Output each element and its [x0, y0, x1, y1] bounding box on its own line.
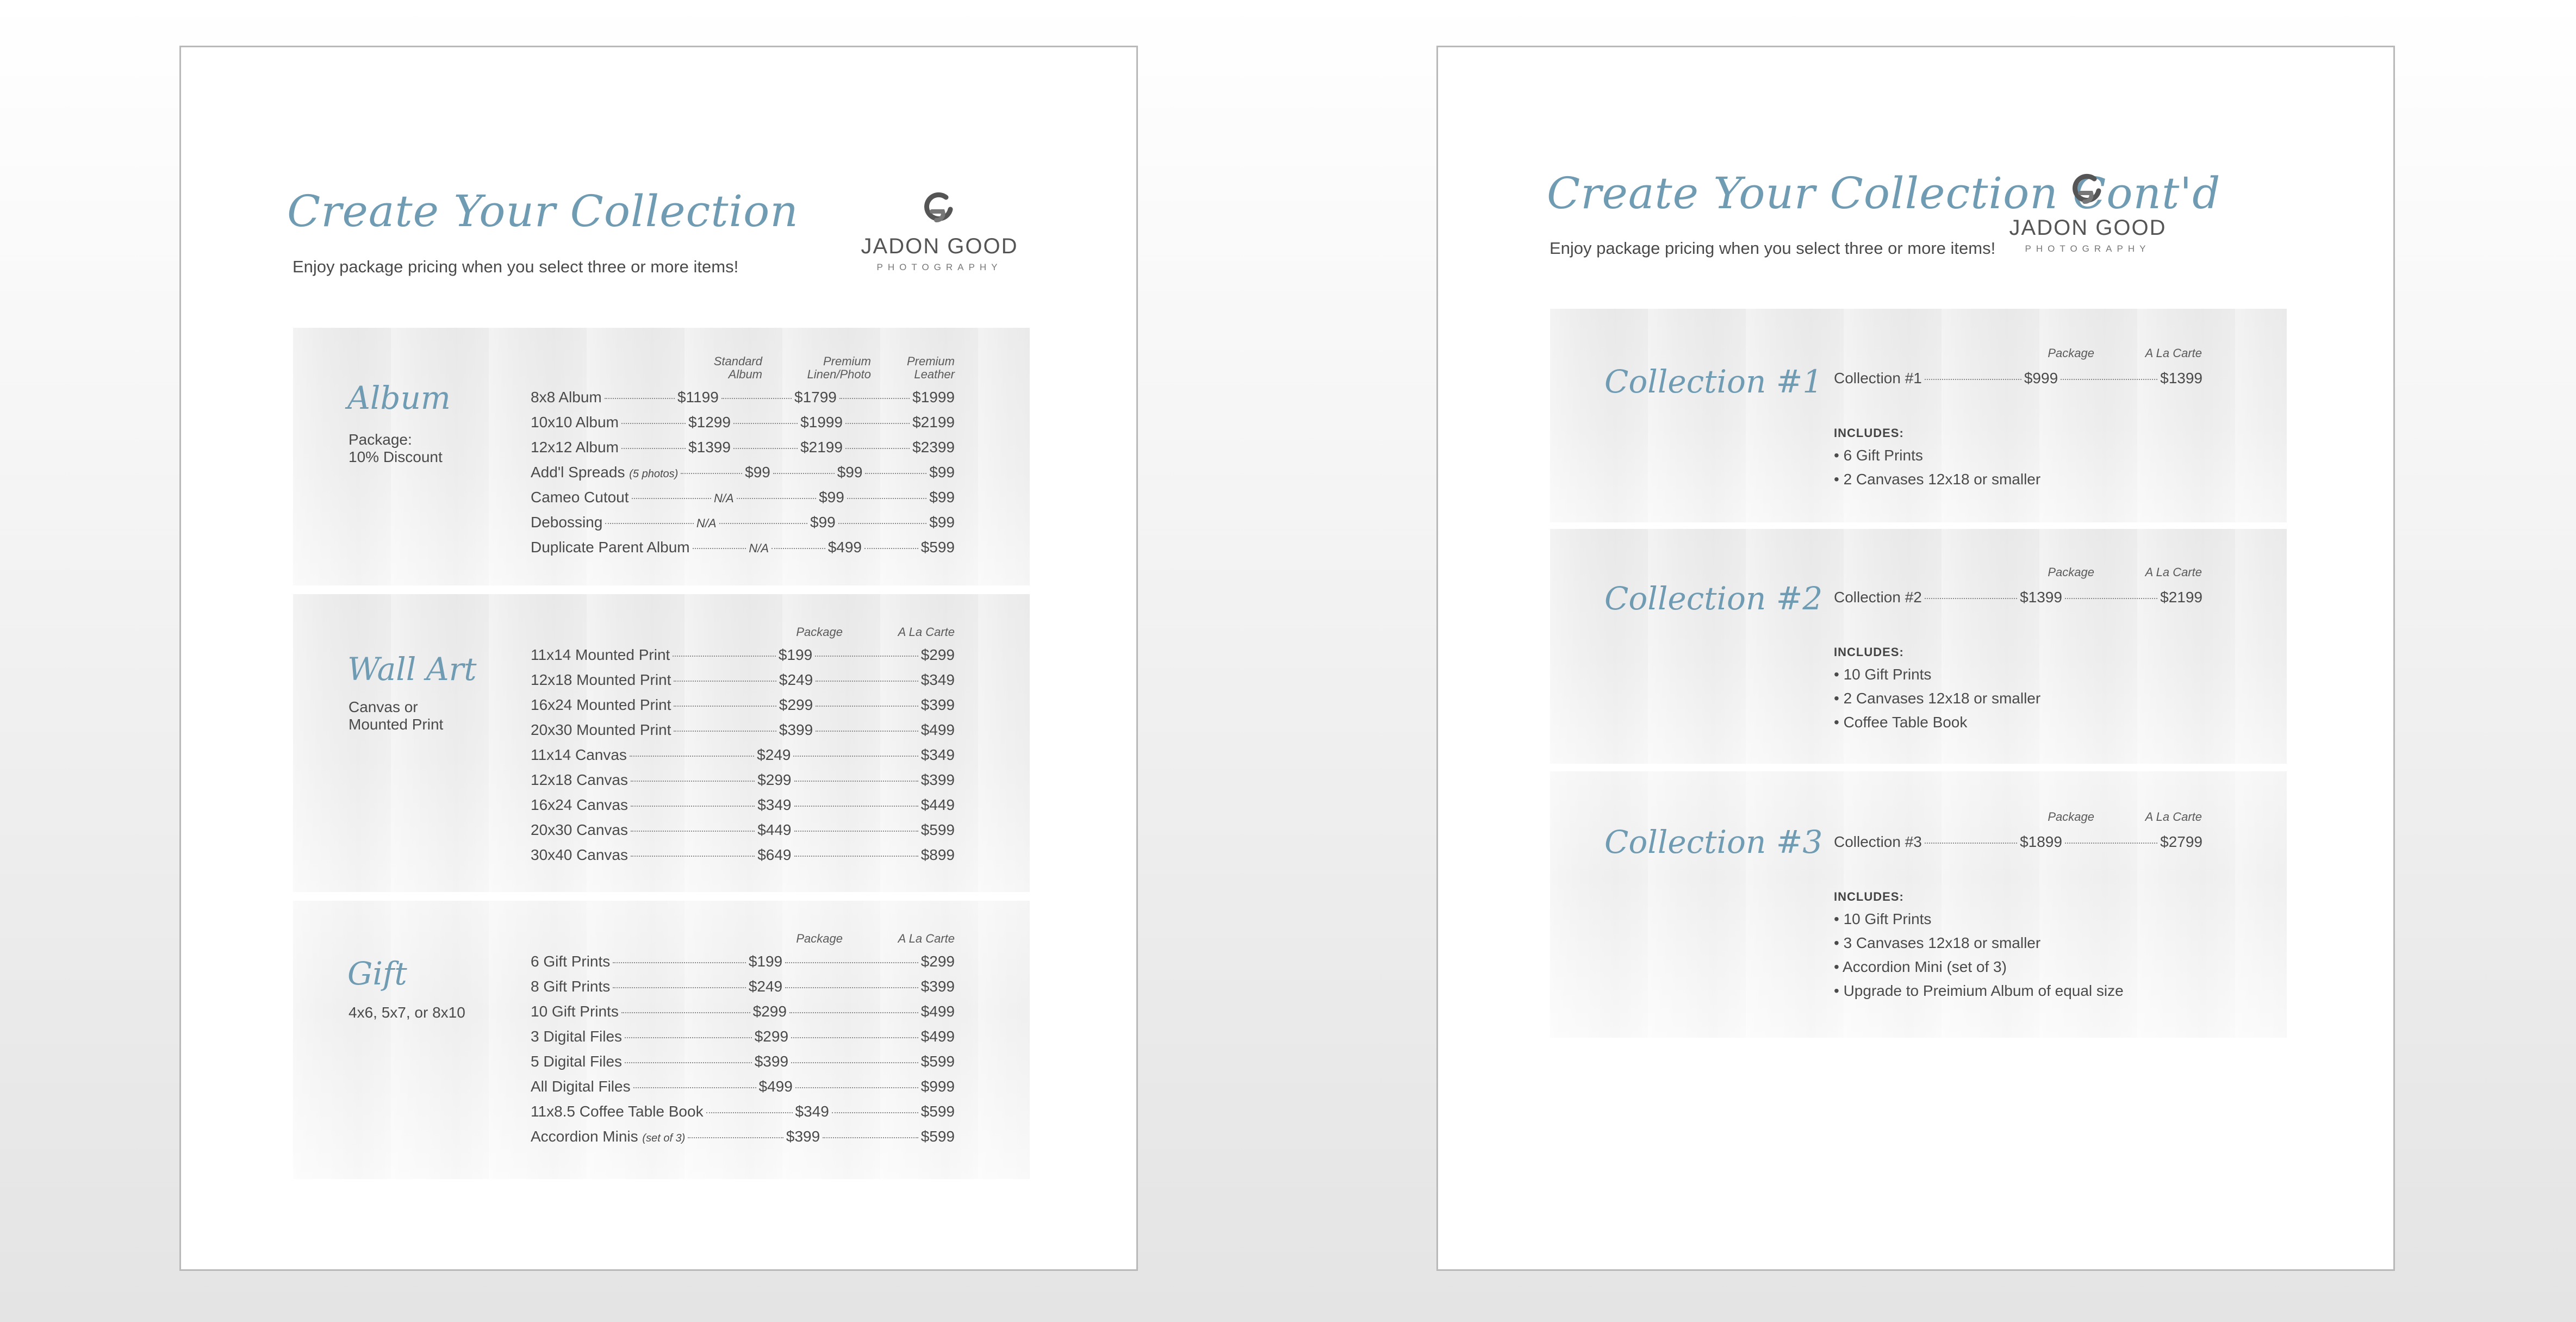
column-header-a-la-carte: A La Carte	[898, 932, 955, 945]
row-price: $499	[920, 1028, 955, 1045]
row-price: $199	[748, 953, 783, 970]
column-header-leather	[907, 355, 955, 381]
row-price: $399	[920, 978, 955, 995]
row-price: $299	[920, 953, 955, 970]
row-item: 20x30 Mounted Print	[531, 721, 671, 738]
includes-item: • Accordion Mini (set of 3)	[1834, 958, 2007, 975]
row-price: $399	[754, 1053, 789, 1070]
row-price: $349	[757, 796, 792, 813]
row-item: 10x10 Album	[531, 414, 619, 431]
column-header-package: Package	[2048, 810, 2094, 824]
pricing-page-left	[179, 46, 1138, 1271]
row-item: 8 Gift Prints	[531, 978, 611, 995]
logo-mark-icon	[919, 190, 960, 231]
row-price: $2199	[800, 439, 843, 456]
price-row	[531, 1103, 955, 1123]
price-row	[531, 696, 955, 716]
row-price: $349	[795, 1103, 829, 1120]
column-header-package: Package	[796, 625, 843, 639]
row-price: $999	[920, 1078, 955, 1095]
includes-item: • 10 Gift Prints	[1834, 911, 1932, 927]
price-row	[531, 721, 955, 741]
row-item: 16x24 Mounted Print	[531, 696, 671, 713]
row-price: $2799	[2160, 833, 2202, 850]
row-item: 6 Gift Prints	[531, 953, 611, 970]
row-price: $399	[779, 721, 813, 738]
price-row	[531, 439, 955, 458]
price-row	[531, 953, 955, 972]
price-row	[531, 846, 955, 866]
price-row	[531, 1078, 955, 1097]
includes-label: INCLUDES:	[1834, 890, 1904, 903]
row-price: $599	[920, 821, 955, 838]
row-price: $499	[827, 539, 862, 556]
column-header-a-la-carte: A La Carte	[898, 625, 955, 639]
column-header-line: Album	[728, 367, 762, 381]
price-row	[531, 389, 955, 408]
row-item: 30x40 Canvas	[531, 846, 629, 863]
row-price: $99	[745, 464, 770, 481]
row-price: $199	[778, 646, 813, 663]
column-header-line: Premium	[823, 354, 871, 368]
row-price: $449	[757, 821, 792, 838]
row-price: $1399	[2160, 370, 2203, 386]
row-item: Collection #1	[1834, 370, 1922, 386]
panel-heading: Collection #1	[1604, 363, 1823, 400]
row-price: $249	[779, 671, 813, 688]
brand-logo	[2006, 171, 2169, 264]
row-price: $449	[920, 796, 955, 813]
column-header-package: Package	[796, 932, 843, 945]
column-header-standard	[714, 355, 762, 381]
row-item: Collection #3	[1834, 833, 1922, 850]
row-price: $299	[779, 696, 813, 713]
wall-art-panel	[293, 594, 1030, 892]
row-price: $1999	[800, 414, 843, 431]
row-price: $499	[920, 721, 955, 738]
row-price: $249	[748, 978, 783, 995]
panel-subtitle	[349, 1004, 465, 1021]
row-price: $2199	[2160, 589, 2202, 606]
row-price: $899	[920, 846, 955, 863]
logo-name: JADON GOOD	[861, 234, 1018, 258]
row-item: Debossing	[531, 514, 603, 531]
panel-heading: Collection #2	[1604, 580, 1823, 617]
page-title: Create Your Collection Cont'd	[1547, 168, 2221, 219]
panel-subtitle-line: Package:	[349, 431, 412, 448]
price-row	[531, 1003, 955, 1022]
row-item: All Digital Files	[531, 1078, 631, 1095]
row-item: 16x24 Canvas	[531, 796, 629, 813]
row-item: 12x18 Mounted Print	[531, 671, 671, 688]
gift-panel	[293, 901, 1030, 1179]
row-price: $99	[837, 464, 863, 481]
row-item: 20x30 Canvas	[531, 821, 629, 838]
row-price: $249	[757, 746, 791, 763]
column-header-a-la-carte: A La Carte	[2145, 810, 2202, 824]
includes-label: INCLUDES:	[1834, 426, 1904, 440]
row-price: $299	[754, 1028, 789, 1045]
row-price: $99	[929, 464, 955, 481]
price-row	[531, 796, 955, 816]
column-header-package: Package	[2048, 346, 2094, 360]
row-item: Duplicate Parent Album	[531, 539, 690, 556]
row-price: $1299	[688, 414, 731, 431]
row-item-label: Accordion Minis	[531, 1128, 638, 1145]
page-subtitle: Enjoy package pricing when you select three or more items!	[1550, 239, 1996, 258]
row-price: $2399	[912, 439, 955, 456]
price-row	[531, 489, 955, 508]
includes-item: • Coffee Table Book	[1834, 714, 1968, 731]
brand-logo	[858, 190, 1021, 282]
row-item: 12x12 Album	[531, 439, 619, 456]
row-price: N/A	[713, 491, 734, 505]
row-price: N/A	[696, 516, 717, 530]
column-header-a-la-carte: A La Carte	[2145, 565, 2202, 579]
includes-label: INCLUDES:	[1834, 645, 1904, 659]
panel-subtitle-line: Canvas or	[349, 699, 418, 715]
row-price: $299	[757, 771, 792, 788]
price-row	[531, 1028, 955, 1047]
row-price: $99	[929, 489, 955, 506]
column-header-a-la-carte: A La Carte	[2145, 346, 2202, 360]
row-price: $599	[920, 1128, 955, 1145]
panel-subtitle	[349, 431, 443, 466]
column-header-line: Leather	[914, 367, 955, 381]
row-price: $299	[920, 646, 955, 663]
row-price: $499	[920, 1003, 955, 1020]
includes-item: • 6 Gift Prints	[1834, 447, 1923, 464]
price-row	[531, 671, 955, 691]
row-price: $1199	[677, 389, 719, 406]
includes-item: • 2 Canvases 12x18 or smaller	[1834, 471, 2041, 488]
row-price: $599	[920, 539, 955, 556]
panel-heading: Album	[347, 379, 451, 416]
row-price: $1399	[2020, 589, 2062, 606]
page-title: Create Your Collection	[287, 186, 799, 236]
row-item	[531, 1128, 685, 1145]
includes-item: • 10 Gift Prints	[1834, 666, 1932, 683]
collection-price-row	[1834, 589, 2202, 608]
row-item: 11x8.5 Coffee Table Book	[531, 1103, 704, 1120]
row-price: $349	[920, 671, 955, 688]
row-price: $1799	[794, 389, 837, 406]
logo-name: JADON GOOD	[2009, 216, 2167, 240]
panel-subtitle-line: Mounted Print	[349, 716, 444, 733]
row-price: $99	[929, 514, 955, 531]
price-row	[531, 539, 955, 558]
panel-subtitle	[349, 699, 443, 733]
row-item: 10 Gift Prints	[531, 1003, 619, 1020]
row-item	[531, 464, 678, 481]
row-price: $599	[920, 1053, 955, 1070]
collection-1-panel	[1550, 309, 2287, 522]
row-item: Cameo Cutout	[531, 489, 629, 506]
includes-item: • Upgrade to Preimium Album of equal size	[1834, 982, 2124, 999]
panel-heading: Wall Art	[347, 651, 477, 688]
row-price: $399	[920, 771, 955, 788]
collection-2-panel	[1550, 529, 2287, 764]
price-row	[531, 414, 955, 433]
row-item: 11x14 Canvas	[531, 746, 627, 763]
includes-item: • 2 Canvases 12x18 or smaller	[1834, 690, 2041, 707]
price-row	[531, 1128, 955, 1148]
row-price: $499	[758, 1078, 793, 1095]
row-price: $399	[786, 1128, 820, 1145]
row-price: $399	[920, 696, 955, 713]
column-header-linen	[807, 355, 871, 381]
column-header-line: Linen/Photo	[807, 367, 871, 381]
row-item: 5 Digital Files	[531, 1053, 623, 1070]
row-price: $2199	[912, 414, 955, 431]
panel-heading: Gift	[347, 955, 407, 992]
row-item-note: (set of 3)	[642, 1132, 686, 1144]
price-row	[531, 464, 955, 483]
row-price: $649	[757, 846, 792, 863]
row-price: $599	[920, 1103, 955, 1120]
row-price: N/A	[749, 541, 769, 555]
row-price: $1399	[688, 439, 731, 456]
page-subtitle: Enjoy package pricing when you select three or more items!	[293, 257, 739, 276]
row-price: $1899	[2020, 833, 2062, 850]
row-item: Collection #2	[1834, 589, 1922, 606]
panel-subtitle-line: 10% Discount	[349, 448, 443, 465]
row-price: $99	[810, 514, 836, 531]
pricing-page-right	[1436, 46, 2395, 1271]
price-row	[531, 821, 955, 841]
row-item-note: (5 photos)	[629, 468, 679, 480]
column-header-line: Premium	[906, 354, 955, 368]
logo-subtitle: PHOTOGRAPHY	[876, 262, 1003, 272]
row-price: $999	[2024, 370, 2058, 386]
row-price: $299	[752, 1003, 787, 1020]
price-row	[531, 746, 955, 766]
row-item: 11x14 Mounted Print	[531, 646, 670, 663]
column-header-package: Package	[2048, 565, 2094, 579]
row-price: $1999	[912, 389, 955, 406]
panel-subtitle-line: 4x6, 5x7, or 8x10	[349, 1004, 465, 1021]
collection-price-row	[1834, 833, 2202, 853]
collection-3-panel	[1550, 771, 2287, 1038]
logo-subtitle: PHOTOGRAPHY	[2025, 244, 2151, 254]
collection-price-row	[1834, 370, 2202, 389]
price-row	[531, 978, 955, 997]
price-row	[531, 646, 955, 666]
row-item: 3 Digital Files	[531, 1028, 623, 1045]
album-panel	[293, 328, 1030, 585]
row-price: $99	[819, 489, 844, 506]
row-price: $349	[920, 746, 955, 763]
row-item: 12x18 Canvas	[531, 771, 629, 788]
column-header-line: Standard	[713, 354, 762, 368]
row-item-label: Add'l Spreads	[531, 464, 625, 481]
row-item: 8x8 Album	[531, 389, 602, 406]
price-row	[531, 514, 955, 533]
panel-heading: Collection #3	[1604, 824, 1823, 860]
logo-mark-icon	[2067, 171, 2108, 213]
includes-item: • 3 Canvases 12x18 or smaller	[1834, 934, 2041, 951]
price-row	[531, 771, 955, 791]
price-row	[531, 1053, 955, 1072]
